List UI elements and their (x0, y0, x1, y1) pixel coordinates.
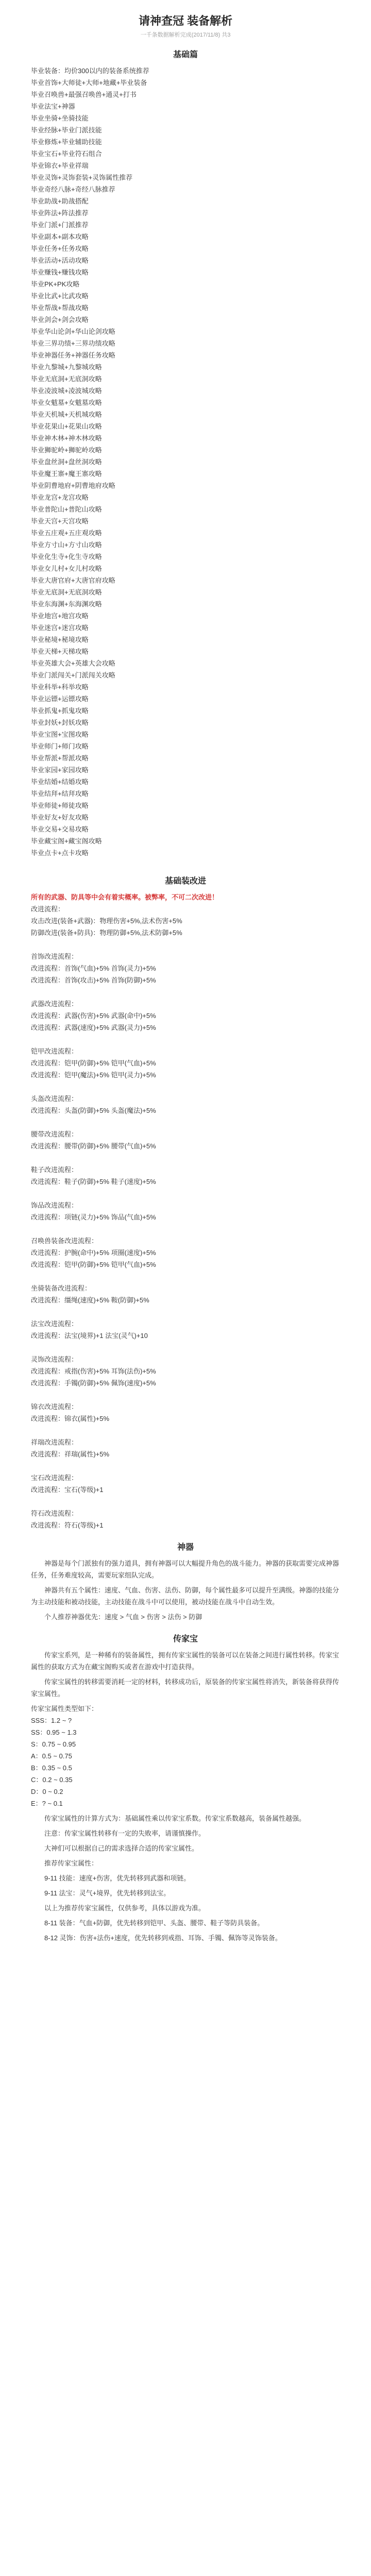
list-item: 毕业凌波城+凌波城攻略 (31, 387, 102, 395)
list-item: 毕业抓鬼+抓鬼攻略 (31, 707, 89, 715)
list-item: 毕业点卡+点卡攻略 (31, 849, 89, 857)
paragraph: 推荐传家宝属性： (44, 1859, 98, 1867)
list-item: 鞋子改进流程： (31, 1166, 78, 1174)
list-item: 改进流程：项链(灵力)+5% 饰品(气血)+5% (31, 1213, 156, 1221)
list-item (31, 1389, 340, 1401)
list-item: 毕业天宫+天宫攻略 (31, 517, 89, 525)
grade-line: C：0.2 ~ 0.35 (31, 1776, 73, 1784)
list-item: 召唤兽装备改进流程： (31, 1237, 98, 1245)
list-item (31, 1081, 340, 1093)
section-title-improve: 基础装改进 (164, 877, 206, 886)
list-item: 首饰改进流程： (31, 953, 78, 960)
list-item: 毕业装备：均价300以内的装备系统推荐 (31, 67, 149, 75)
list-item: 改进流程：符石(等级)+1 (31, 1521, 104, 1529)
list-item: 毕业锦衣+毕业祥瑞 (31, 162, 89, 170)
list-item: 毕业迷宫+迷宫攻略 (31, 624, 89, 632)
list-item: 毕业帮战+帮战攻略 (31, 304, 89, 312)
paragraph: 神器共有五个属性：速度、气血、伤害、法伤、防御，每个属性最多可以提升至满级。神器的技能分为主动技能和被动技能，主动技能在战斗中可以使用，被动技能在战斗中自动生效。 (31, 1586, 340, 1606)
paragraph: 8-12 灵饰：伤害+法伤+速度，优先转移到戒指、耳饰、手镯、佩饰等灵饰装备。 (44, 1934, 282, 1942)
list-item: 改进流程： (31, 905, 65, 913)
list-item: 毕业盘丝洞+盘丝洞攻略 (31, 458, 102, 466)
list-item: 毕业比武+比武攻略 (31, 292, 89, 300)
list-item (31, 1460, 340, 1472)
list-item: 毕业活动+活动攻略 (31, 257, 89, 264)
warning-text: 所有的武器、防具等中会有着实概率。被弊率，不可二次改进！ (31, 893, 219, 901)
list-item: 毕业副本+副本攻略 (31, 233, 89, 241)
list-item: 毕业无底洞+无底洞攻略 (31, 375, 102, 383)
list-item: 改进流程：手镯(防御)+5% 佩饰(速度)+5% (31, 1379, 156, 1387)
paragraph: 8-11 装备：气血+防御，优先转移到铠甲、头盔、腰带、鞋子等防具装备。 (44, 1919, 264, 1927)
paragraph: 传家宝属性的计算方式为：基础属性乘以传家宝系数。传家宝系数越高，装备属性越强。 (44, 1815, 306, 1822)
list-item (31, 1188, 340, 1199)
grade-line: SS：0.95 ~ 1.3 (31, 1728, 77, 1736)
list-item: 毕业结拜+结拜攻略 (31, 790, 89, 798)
list-item: 毕业宝图+宝图攻略 (31, 731, 89, 738)
list-item (31, 1033, 340, 1045)
grade-line: E：? ~ 0.1 (31, 1800, 63, 1807)
list-item (31, 1223, 340, 1235)
list-item: 毕业狮驼岭+狮驼岭攻略 (31, 446, 102, 454)
list-item: 毕业家园+家园攻略 (31, 766, 89, 774)
list-item: 改进流程：首饰(气血)+5% 首饰(灵力)+5% (31, 964, 156, 972)
list-item: 毕业运镖+运镖攻略 (31, 695, 89, 703)
list-item: 毕业神器任务+神器任务攻略 (31, 351, 115, 359)
list-item: 毕业交易+交易攻略 (31, 825, 89, 833)
list-item (31, 986, 340, 998)
paragraph: 以上为推荐传家宝属性，仅供参考，具体以游戏为准。 (44, 1904, 206, 1912)
list-item: 毕业三界功绩+三界功绩攻略 (31, 340, 115, 347)
list-item: 毕业天机城+天机城攻略 (31, 411, 102, 418)
list-item: 毕业任务+任务攻略 (31, 245, 89, 252)
list-item: 改进流程：武器(速度)+5% 武器(灵力)+5% (31, 1024, 156, 1031)
list-item: 毕业PK+PK攻略 (31, 280, 80, 288)
section-title-artifact: 神器 (177, 1543, 194, 1552)
list-item: 毕业花果山+花果山攻略 (31, 422, 102, 430)
list-item: 毕业结婚+结婚攻略 (31, 778, 89, 786)
list-item: 防御改进(装备+防具)：物理防御+5%,法术防御+5% (31, 929, 182, 937)
heirloom-notes (31, 1812, 340, 1854)
list-item: 改进流程：首饰(攻击)+5% 首饰(防御)+5% (31, 976, 156, 984)
list-item: 饰品改进流程： (31, 1201, 78, 1209)
improve-list (31, 903, 340, 1531)
list-item: 毕业门派闯关+门派闯关攻略 (31, 671, 115, 679)
grade-line: S：0.75 ~ 0.95 (31, 1740, 76, 1748)
heirloom-paragraphs (31, 1649, 340, 1700)
list-item: 改进流程：铠甲(防御)+5% 铠甲(气血)+5% (31, 1261, 156, 1268)
list-item: 毕业阵法+阵法推荐 (31, 209, 89, 217)
section-title-basic: 基础篇 (173, 50, 198, 59)
list-item: 改进流程：头盔(防御)+5% 头盔(魔法)+5% (31, 1107, 156, 1114)
list-item: 祥瑞改进流程： (31, 1438, 78, 1446)
list-item: 武器改进流程： (31, 1000, 78, 1008)
grade-line: B：0.35 ~ 0.5 (31, 1764, 72, 1772)
paragraph: 大神们可以根据自己的需求选择合适的传家宝属性。 (44, 1844, 199, 1852)
list-item: 锦衣改进流程： (31, 1403, 78, 1411)
artifact-paragraphs (31, 1557, 340, 1623)
list-item: 改进流程：锦衣(属性)+5% (31, 1415, 110, 1422)
list-item: 改进流程：鞋子(防御)+5% 鞋子(速度)+5% (31, 1178, 156, 1185)
paragraph: 个人推荐神器优先：速度 > 气血 > 伤害 > 法伤 > 防御 (44, 1613, 203, 1621)
paragraph: 注意：传家宝属性转移有一定的失败率，请谨慎操作。 (44, 1829, 206, 1837)
list-item: 毕业方寸山+方寸山攻略 (31, 541, 102, 549)
list-item (31, 1425, 340, 1436)
grade-line: SSS：1.2 ~ ? (31, 1717, 72, 1724)
list-item: 毕业阴曹地府+阴曹地府攻略 (31, 482, 115, 489)
list-item: 毕业女魃墓+女魃墓攻略 (31, 399, 102, 406)
list-item: 毕业灵饰+灵饰套装+灵饰属性推荐 (31, 174, 133, 181)
list-item: 改进流程：腰带(防御)+5% 腰带(气血)+5% (31, 1142, 156, 1150)
list-item: 改进流程：法宝(境界)+1 法宝(灵气)+10 (31, 1332, 148, 1340)
list-item: 毕业赚钱+赚钱攻略 (31, 268, 89, 276)
list-item: 毕业九黎城+九黎城攻略 (31, 363, 102, 371)
list-item: 毕业东海渊+东海渊攻略 (31, 600, 102, 608)
list-item: 毕业门派+门派推荐 (31, 221, 89, 229)
list-item: 毕业五庄观+五庄观攻略 (31, 529, 102, 537)
list-item: 改进流程：武器(伤害)+5% 武器(命中)+5% (31, 1012, 156, 1020)
document-title: 请神查冠 装备解析 (138, 14, 233, 27)
list-item: 符石改进流程： (31, 1510, 78, 1517)
list-item: 改进流程：铠甲(防御)+5% 铠甲(气血)+5% (31, 1059, 156, 1067)
section-title-heirloom: 传家宝 (173, 1635, 198, 1643)
document (31, 0, 340, 1968)
paragraph: 神器是每个门派独有的强力道具，拥有神器可以大幅提升角色的战斗能力。神器的获取需要完成神器任务，任务难度较高，需要玩家组队完成。 (31, 1560, 340, 1579)
list-item (31, 1116, 340, 1128)
heirloom-recommend (31, 1857, 340, 1944)
list-item: 毕业秘境+秘境攻略 (31, 636, 89, 643)
list-item: 毕业修炼+毕业辅助技能 (31, 138, 102, 146)
list-item: 毕业召唤兽+最强召唤兽+通灵+打书 (31, 91, 137, 98)
list-item (31, 1152, 340, 1164)
list-item (31, 1270, 340, 1282)
list-item: 改进流程：缰绳(速度)+5% 鞍(防御)+5% (31, 1296, 149, 1304)
list-item: 铠甲改进流程： (31, 1047, 78, 1055)
list-item (31, 1306, 340, 1318)
paragraph: 9-11 技能：速度+伤害，优先转移到武器和项链。 (44, 1874, 191, 1882)
list-item: 改进流程：宝石(等级)+1 (31, 1486, 104, 1494)
list-item: 毕业英雄大会+英雄大会攻略 (31, 659, 115, 667)
list-item: 毕业龙宫+龙宫攻略 (31, 494, 89, 501)
heirloom-grades (31, 1703, 340, 1809)
list-item: 改进流程：戒指(伤害)+5% 耳饰(法伤)+5% (31, 1367, 156, 1375)
grade-line: 传家宝属性类型如下： (31, 1705, 98, 1713)
list-item: 改进流程：铠甲(魔法)+5% 铠甲(灵力)+5% (31, 1071, 156, 1079)
list-item: 腰带改进流程： (31, 1130, 78, 1138)
list-item: 毕业科举+科举攻略 (31, 683, 89, 691)
list-item: 攻击改进(装备+武器)：物理伤害+5%,法术伤害+5% (31, 917, 182, 925)
list-item: 法宝改进流程： (31, 1320, 78, 1328)
list-item: 毕业师徒+师徒攻略 (31, 802, 89, 809)
paragraph: 传家宝属性的转移需要消耗一定的材料，转移成功后，原装备的传家宝属性将消失，新装备将获得传家宝属性。 (31, 1678, 340, 1698)
paragraph: 9-11 法宝：灵气+境界，优先转移到法宝。 (44, 1889, 171, 1897)
list-item: 毕业天梯+天梯攻略 (31, 648, 89, 655)
list-item: 毕业女儿村+女儿村攻略 (31, 565, 102, 572)
list-item (31, 939, 340, 951)
list-item: 改进流程：祥瑞(属性)+5% (31, 1450, 110, 1458)
list-item: 毕业魔王寨+魔王寨攻略 (31, 470, 102, 478)
list-item: 毕业经脉+毕业门派技能 (31, 126, 102, 134)
list-item (31, 1496, 340, 1507)
list-item: 毕业奇经八脉+奇经八脉推荐 (31, 185, 115, 193)
list-item: 毕业地宫+地宫攻略 (31, 612, 89, 620)
document-subtitle: 一千条数据解析完成(2017/11/8) 共3 (140, 32, 231, 38)
list-item: 灵饰改进流程： (31, 1355, 78, 1363)
list-item: 改进流程：护腕(命中)+5% 项圈(速度)+5% (31, 1249, 156, 1257)
list-item: 毕业无底洞+无底洞攻略 (31, 588, 102, 596)
list-item: 毕业法宝+神器 (31, 103, 75, 110)
list-item: 坐骑装备改进流程： (31, 1284, 92, 1292)
list-item: 毕业好友+好友攻略 (31, 814, 89, 821)
list-item: 毕业华山论剑+华山论剑攻略 (31, 328, 115, 335)
list-item: 毕业藏宝阁+藏宝阁攻略 (31, 837, 102, 845)
grade-line: D：0 ~ 0.2 (31, 1788, 63, 1795)
paragraph: 传家宝系列，是一种稀有的装备属性，拥有传家宝属性的装备可以在装备之间进行属性转移。传家宝属性的获取方式为在藏宝阁购买或者在游戏中打造获得。 (31, 1651, 340, 1671)
list-item: 毕业坐骑+坐骑技能 (31, 114, 89, 122)
list-item (31, 1342, 340, 1353)
list-item: 毕业助战+助战搭配 (31, 197, 89, 205)
list-item: 头盔改进流程： (31, 1095, 78, 1103)
list-item: 毕业师门+师门攻略 (31, 742, 89, 750)
list-item: 宝石改进流程： (31, 1474, 78, 1482)
list-item: 毕业化生寺+化生寺攻略 (31, 553, 102, 561)
item-list (31, 65, 340, 859)
list-item: 毕业封妖+封妖攻略 (31, 719, 89, 726)
list-item: 毕业宝石+毕业符石组合 (31, 150, 102, 158)
list-item: 毕业首饰+大师徒+大师+地藏+毕业装备 (31, 79, 147, 87)
list-item: 毕业帮派+帮派攻略 (31, 754, 89, 762)
list-item: 毕业大唐官府+大唐官府攻略 (31, 577, 115, 584)
list-item: 毕业神木林+神木林攻略 (31, 434, 102, 442)
list-item: 毕业剑会+剑会攻略 (31, 316, 89, 324)
list-item: 毕业普陀山+普陀山攻略 (31, 505, 102, 513)
grade-line: A：0.5 ~ 0.75 (31, 1752, 72, 1760)
